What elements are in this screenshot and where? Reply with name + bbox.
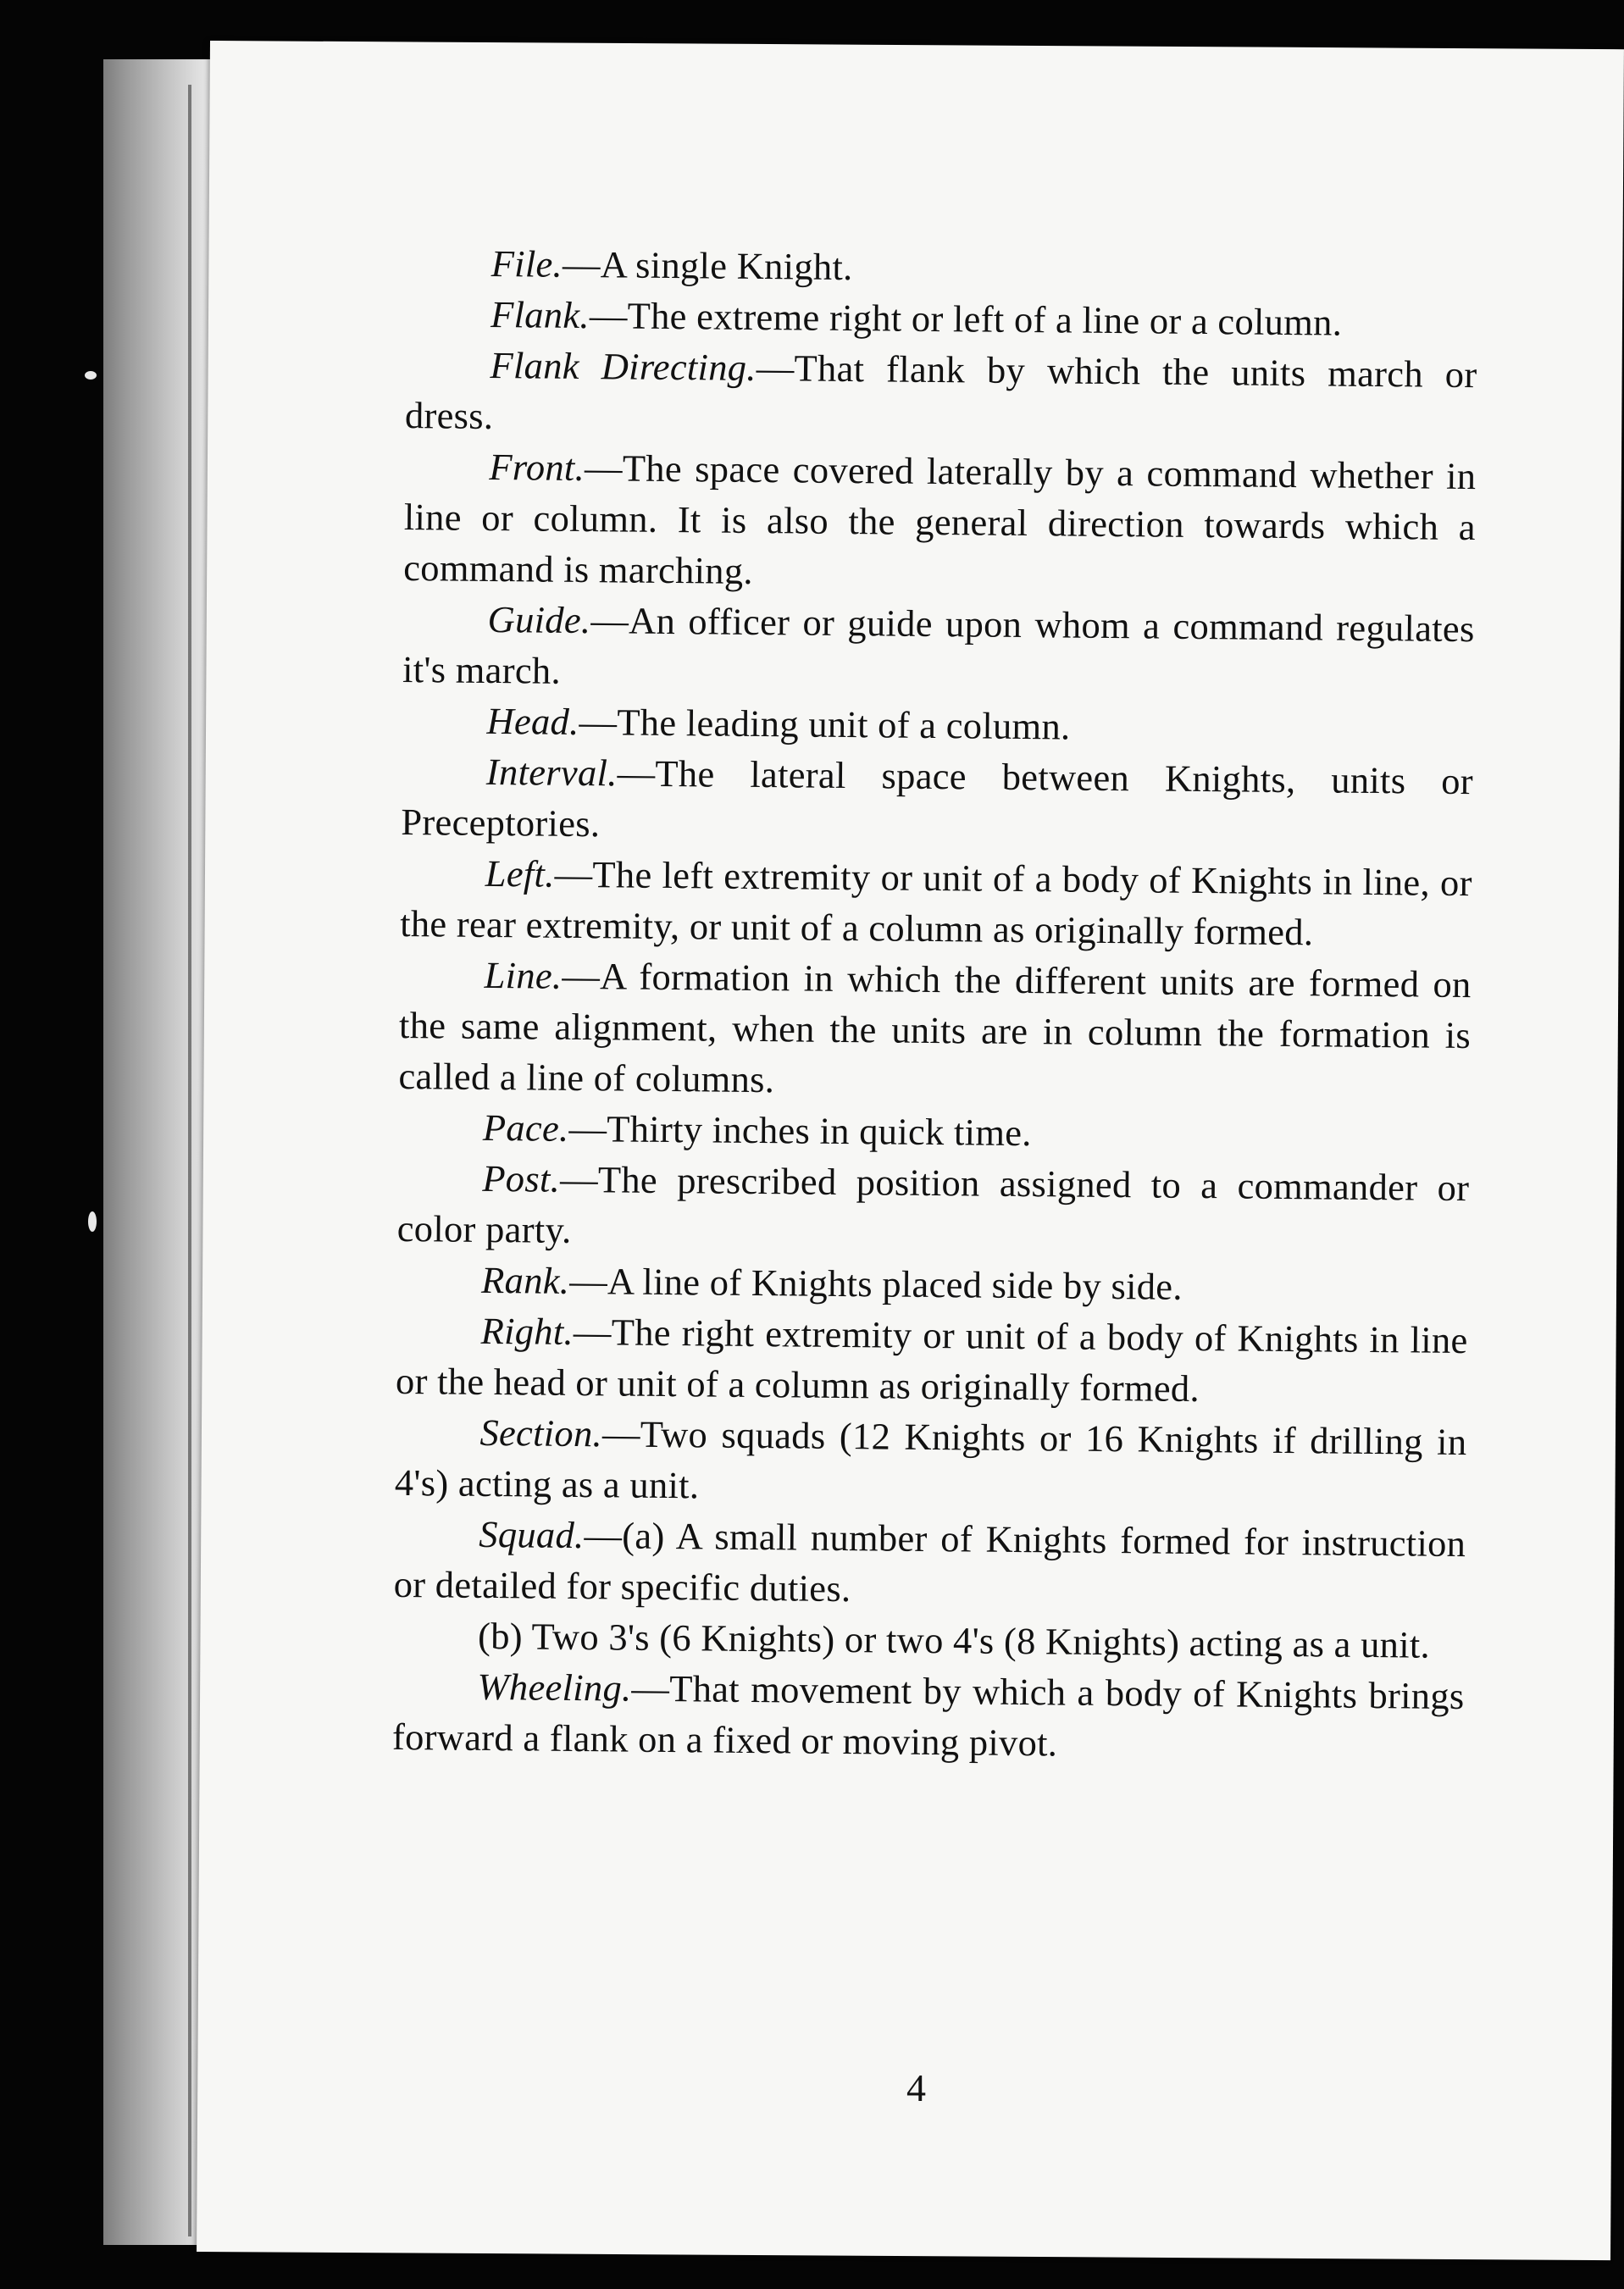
entry-term: Rank. [480,1258,570,1302]
glossary-entry-left [400,847,1472,959]
entry-term: Pace. [482,1106,569,1150]
scan-artifact [85,371,97,380]
glossary-entry-section [395,1406,1467,1518]
entry-definition: —An officer or guide upon whom a command regulates it's march. [402,599,1475,692]
entry-term: Wheeling. [477,1665,632,1710]
glossary-entry-wheeling [392,1660,1465,1772]
entry-definition: —The extreme right or left of a line or a column. [589,294,1343,344]
page-fold-shadow [188,85,191,2236]
entry-term: Right. [480,1309,574,1353]
entry-definition: —Thirty inches in quick time. [568,1106,1033,1155]
entry-term: Guide. [487,597,591,642]
entry-term: Left. [485,851,555,895]
glossary-entry-flank-directing [405,339,1477,451]
entry-definition: —The leading unit of a column. [579,700,1071,748]
glossary-entry-squad [393,1508,1466,1620]
entry-definition: —Two squads (12 Knights or 16 Knights if drilling in 4's) acting as a unit. [394,1412,1467,1507]
scan-artifact [88,1211,97,1232]
glossary-entry-interval [401,745,1473,857]
page-number: 4 [906,2066,926,2109]
entry-definition: (b) Two 3's (6 Knights) or two 4's (8 Knights) acting as a unit. [477,1614,1431,1666]
glossary-entry-post [396,1152,1469,1264]
glossary-entry-right [396,1305,1468,1416]
entry-term: File. [491,241,563,285]
entry-definition: —A formation in which the different units are formed on the same alignment, when the units are in column the formation is called a line of columns. [398,954,1472,1101]
entry-term: Interval. [485,750,618,795]
glossary-entry-line [398,949,1472,1111]
glossary-content [392,237,1478,1772]
entry-definition: —(a) A small number of Knights formed for instruction or detailed for specific duties. [393,1514,1466,1610]
entry-term: Flank Directing. [490,343,757,389]
entry-term: Post. [482,1156,561,1200]
entry-term: Line. [484,953,563,997]
entry-definition: —The space covered laterally by a command whether in line or column. It is also the general direction towards which a command is marching. [403,446,1477,592]
entry-definition: —A single Knight. [562,242,853,289]
glossary-entry-guide [402,593,1475,705]
entry-definition: —That flank by which the units march or dress. [404,346,1477,437]
entry-term: Squad. [479,1512,585,1557]
entry-definition: —A line of Knights placed side by side. [569,1259,1183,1308]
entry-term: Flank. [490,292,590,337]
entry-definition: —That movement by which a body of Knights brings forward a flank on a fixed or moving pivot. [391,1666,1465,1765]
entry-definition: —The lateral space between Knights, units or Preceptories. [401,751,1474,845]
entry-definition: —The right extremity or unit of a body of Knights in line or the head or unit of a column as originally formed. [395,1310,1468,1411]
entry-term: Front. [489,445,585,490]
glossary-entry-front [403,441,1477,603]
entry-definition: —The prescribed position assigned to a commander or color party. [396,1157,1470,1251]
entry-definition: —The left extremity or unit of a body of Knights in line, or the rear extremity, or unit of a column as originally formed. [399,852,1472,954]
entry-term: Head. [486,699,579,743]
entry-term: Section. [479,1411,603,1455]
